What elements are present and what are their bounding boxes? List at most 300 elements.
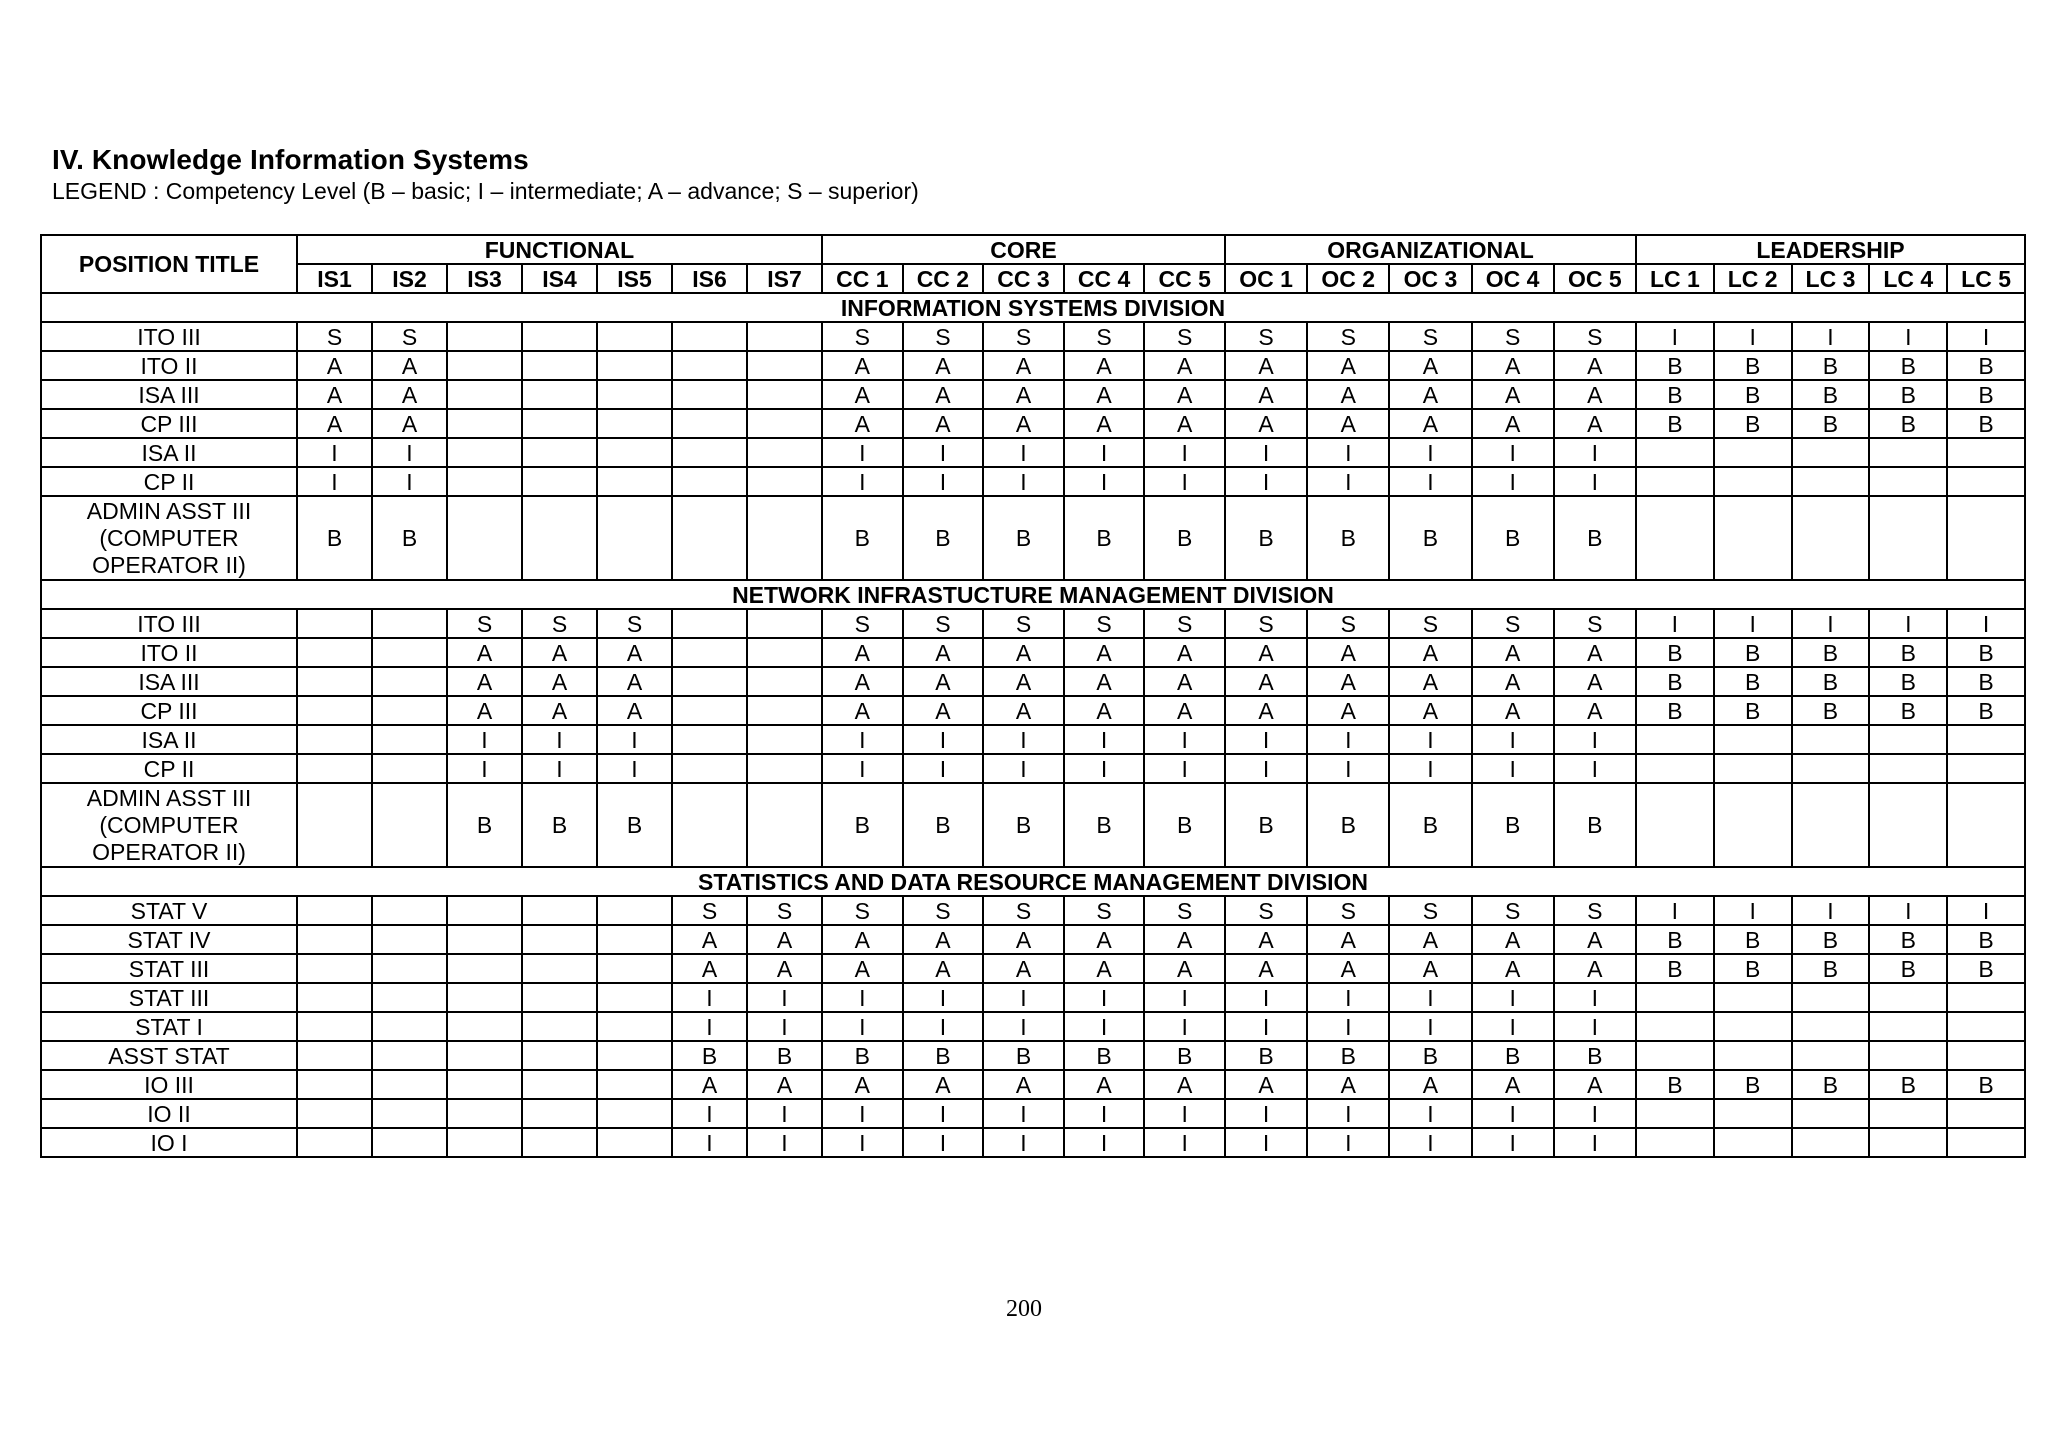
competency-cell: S (372, 322, 447, 351)
competency-cell (447, 925, 522, 954)
competency-cell: I (1389, 1099, 1471, 1128)
competency-cell: B (903, 1041, 984, 1070)
competency-cell (372, 1128, 447, 1157)
competency-cell: A (822, 696, 903, 725)
competency-cell: S (822, 322, 903, 351)
competency-cell: B (1714, 954, 1792, 983)
competency-cell (672, 438, 747, 467)
competency-cell (1636, 467, 1714, 496)
competency-cell: I (1144, 1128, 1225, 1157)
table-row (41, 1128, 2025, 1157)
competency-cell: B (1869, 925, 1947, 954)
competency-cell: B (1636, 1070, 1714, 1099)
competency-cell: A (822, 409, 903, 438)
competency-cell: I (1554, 725, 1636, 754)
competency-cell: B (1792, 954, 1870, 983)
section-row (41, 580, 2025, 609)
competency-cell: S (903, 896, 984, 925)
competency-cell: B (1064, 496, 1145, 580)
competency-cell (447, 1070, 522, 1099)
competency-cell: S (1064, 322, 1145, 351)
header-group-row (41, 235, 2025, 264)
competency-cell: I (822, 754, 903, 783)
competency-cell (672, 754, 747, 783)
competency-cell: B (1636, 696, 1714, 725)
competency-cell (1792, 754, 1870, 783)
position-title-cell: STAT IV (41, 925, 297, 954)
competency-cell (447, 896, 522, 925)
competency-cell: B (672, 1041, 747, 1070)
competency-cell: A (903, 667, 984, 696)
competency-cell: I (1472, 1128, 1554, 1157)
competency-cell: I (747, 1099, 822, 1128)
competency-cell: B (1389, 783, 1471, 867)
competency-cell: B (522, 783, 597, 867)
competency-cell: A (903, 925, 984, 954)
competency-cell: B (447, 783, 522, 867)
competency-cell: I (1554, 438, 1636, 467)
competency-cell (597, 496, 672, 580)
competency-cell: A (522, 696, 597, 725)
competency-cell: A (1389, 351, 1471, 380)
competency-cell (372, 1041, 447, 1070)
position-title-cell: IO II (41, 1099, 297, 1128)
competency-cell: I (1714, 896, 1792, 925)
competency-cell (747, 438, 822, 467)
competency-cell: S (1389, 609, 1471, 638)
competency-cell: I (1064, 754, 1145, 783)
table-row (41, 783, 2025, 867)
competency-cell: B (1225, 496, 1307, 580)
competency-cell: S (1307, 896, 1389, 925)
competency-cell (1714, 467, 1792, 496)
competency-cell: I (1947, 609, 2025, 638)
competency-cell: I (597, 754, 672, 783)
competency-cell: A (672, 954, 747, 983)
competency-cell: I (1144, 725, 1225, 754)
competency-cell: I (822, 1128, 903, 1157)
competency-cell: A (522, 638, 597, 667)
competency-cell (1636, 1012, 1714, 1041)
table-row (41, 351, 2025, 380)
competency-cell: A (1554, 1070, 1636, 1099)
competency-cell (1869, 1012, 1947, 1041)
competency-cell: A (1307, 380, 1389, 409)
competency-cell (1714, 1012, 1792, 1041)
competency-cell: I (1472, 438, 1554, 467)
competency-cell (372, 638, 447, 667)
competency-cell: A (822, 380, 903, 409)
competency-cell: A (1225, 954, 1307, 983)
competency-cell: S (447, 609, 522, 638)
competency-cell: B (1714, 638, 1792, 667)
competency-cell (297, 1012, 372, 1041)
table-row (41, 754, 2025, 783)
competency-cell: A (822, 638, 903, 667)
competency-cell: B (1225, 1041, 1307, 1070)
competency-cell (1869, 1128, 1947, 1157)
competency-cell (297, 638, 372, 667)
competency-cell (672, 409, 747, 438)
competency-cell: I (983, 1099, 1064, 1128)
competency-cell: I (1472, 725, 1554, 754)
competency-cell (297, 667, 372, 696)
competency-cell: I (1869, 896, 1947, 925)
competency-cell: B (1869, 380, 1947, 409)
competency-cell: I (1554, 1012, 1636, 1041)
competency-cell: I (1869, 609, 1947, 638)
competency-cell: S (1307, 322, 1389, 351)
competency-cell: S (1225, 896, 1307, 925)
competency-cell: A (1144, 667, 1225, 696)
competency-cell (522, 409, 597, 438)
competency-cell: A (447, 667, 522, 696)
competency-cell (447, 438, 522, 467)
competency-cell: I (1064, 1128, 1145, 1157)
competency-cell (672, 783, 747, 867)
competency-cell (1714, 754, 1792, 783)
competency-cell: A (1225, 380, 1307, 409)
table-row (41, 954, 2025, 983)
competency-cell: I (822, 1099, 903, 1128)
table-row (41, 896, 2025, 925)
position-title-cell: ITO II (41, 351, 297, 380)
competency-cell: I (1792, 609, 1870, 638)
competency-cell: A (1307, 925, 1389, 954)
competency-cell (672, 467, 747, 496)
competency-cell: I (1636, 609, 1714, 638)
competency-cell: S (903, 322, 984, 351)
competency-cell: I (1554, 983, 1636, 1012)
competency-cell: B (1714, 925, 1792, 954)
competency-cell: I (903, 725, 984, 754)
competency-cell: I (1225, 467, 1307, 496)
competency-cell (522, 380, 597, 409)
competency-cell (1947, 438, 2025, 467)
competency-cell (447, 351, 522, 380)
competency-cell: A (983, 1070, 1064, 1099)
competency-cell (1947, 496, 2025, 580)
competency-cell: S (1472, 322, 1554, 351)
competency-cell (447, 322, 522, 351)
competency-cell (297, 609, 372, 638)
competency-cell (522, 438, 597, 467)
competency-cell: B (822, 1041, 903, 1070)
position-title-cell: CP III (41, 696, 297, 725)
competency-cell (747, 409, 822, 438)
competency-cell: B (903, 496, 984, 580)
competency-cell: B (1389, 1041, 1471, 1070)
competency-cell (1792, 1041, 1870, 1070)
competency-cell (372, 925, 447, 954)
group-header-core: CORE (822, 235, 1225, 264)
competency-cell: I (1144, 1012, 1225, 1041)
column-header: OC 5 (1554, 264, 1636, 293)
competency-cell: B (1636, 667, 1714, 696)
competency-cell (1947, 983, 2025, 1012)
competency-cell: I (1472, 983, 1554, 1012)
competency-cell: I (1225, 1128, 1307, 1157)
competency-cell: B (1307, 496, 1389, 580)
competency-cell (597, 983, 672, 1012)
competency-cell: A (1389, 925, 1471, 954)
column-header: LC 5 (1947, 264, 2025, 293)
competency-cell (1869, 725, 1947, 754)
table-row (41, 380, 2025, 409)
competency-cell: B (1792, 696, 1870, 725)
competency-cell (597, 896, 672, 925)
competency-cell: S (1472, 896, 1554, 925)
column-header: CC 3 (983, 264, 1064, 293)
competency-cell (297, 725, 372, 754)
competency-cell: B (1472, 1041, 1554, 1070)
competency-cell: S (1472, 609, 1554, 638)
position-title-cell: ITO III (41, 322, 297, 351)
competency-cell (1714, 1041, 1792, 1070)
competency-cell: I (983, 983, 1064, 1012)
competency-cell: I (1472, 467, 1554, 496)
competency-cell: A (372, 351, 447, 380)
competency-cell (372, 609, 447, 638)
competency-cell: A (983, 954, 1064, 983)
competency-cell: A (522, 667, 597, 696)
competency-cell: S (1225, 322, 1307, 351)
table-row (41, 696, 2025, 725)
competency-cell: B (747, 1041, 822, 1070)
competency-cell: A (1064, 696, 1145, 725)
competency-cell: S (297, 322, 372, 351)
competency-cell (1947, 1041, 2025, 1070)
group-header-organizational: ORGANIZATIONAL (1225, 235, 1636, 264)
competency-cell (597, 351, 672, 380)
competency-cell: A (1554, 696, 1636, 725)
competency-cell (672, 667, 747, 696)
column-header: IS4 (522, 264, 597, 293)
competency-cell (672, 351, 747, 380)
competency-cell: I (297, 438, 372, 467)
competency-cell: B (1869, 696, 1947, 725)
competency-cell (1792, 438, 1870, 467)
competency-cell: I (903, 1012, 984, 1041)
competency-cell: A (983, 667, 1064, 696)
competency-cell: A (1225, 351, 1307, 380)
competency-cell: I (447, 754, 522, 783)
competency-cell: A (822, 667, 903, 696)
position-title-cell: IO I (41, 1128, 297, 1157)
competency-cell: I (1144, 1099, 1225, 1128)
competency-cell: S (1064, 896, 1145, 925)
competency-cell: S (1554, 896, 1636, 925)
competency-cell: S (1389, 322, 1471, 351)
competency-cell (297, 925, 372, 954)
competency-cell: A (672, 925, 747, 954)
competency-cell: I (1144, 754, 1225, 783)
competency-cell (372, 667, 447, 696)
competency-cell (297, 1099, 372, 1128)
position-title-cell: STAT V (41, 896, 297, 925)
competency-cell: S (522, 609, 597, 638)
competency-cell: A (1389, 380, 1471, 409)
group-header-functional: FUNCTIONAL (297, 235, 822, 264)
competency-cell: A (1144, 1070, 1225, 1099)
competency-cell: A (747, 954, 822, 983)
competency-cell: A (1472, 696, 1554, 725)
competency-cell (1714, 725, 1792, 754)
competency-cell (372, 696, 447, 725)
position-title-cell: ITO II (41, 638, 297, 667)
competency-cell: S (1144, 609, 1225, 638)
competency-cell: A (597, 667, 672, 696)
competency-cell: B (983, 496, 1064, 580)
competency-cell: I (1064, 1099, 1145, 1128)
table-row (41, 1041, 2025, 1070)
competency-cell: A (297, 380, 372, 409)
competency-cell: I (1064, 1012, 1145, 1041)
competency-cell: A (1389, 667, 1471, 696)
competency-cell (1947, 1099, 2025, 1128)
competency-cell (597, 1128, 672, 1157)
legend-text: LEGEND : Competency Level (B – basic; I – intermediate; A – advance; S – superior) (52, 178, 919, 204)
competency-cell: I (1307, 1128, 1389, 1157)
competency-cell (1947, 1128, 2025, 1157)
competency-cell: B (1714, 667, 1792, 696)
competency-cell: B (1636, 409, 1714, 438)
competency-cell: I (447, 725, 522, 754)
competency-cell: I (983, 1128, 1064, 1157)
section-row (41, 293, 2025, 322)
competency-cell: I (983, 725, 1064, 754)
competency-cell (522, 467, 597, 496)
competency-cell (1792, 467, 1870, 496)
competency-cell (372, 754, 447, 783)
competency-cell: S (747, 896, 822, 925)
competency-cell (597, 1041, 672, 1070)
competency-cell: I (297, 467, 372, 496)
competency-cell: I (822, 438, 903, 467)
competency-cell (297, 983, 372, 1012)
competency-cell (597, 322, 672, 351)
competency-cell (297, 1041, 372, 1070)
competency-cell: B (1714, 351, 1792, 380)
competency-cell: B (1792, 409, 1870, 438)
competency-cell: A (1307, 409, 1389, 438)
competency-cell: A (297, 351, 372, 380)
competency-cell: I (1307, 438, 1389, 467)
competency-cell (1869, 467, 1947, 496)
competency-cell (1869, 754, 1947, 783)
competency-cell: I (1554, 1128, 1636, 1157)
competency-cell (1714, 1099, 1792, 1128)
competency-cell: I (1636, 322, 1714, 351)
position-title-cell: CP II (41, 467, 297, 496)
competency-cell (1869, 1041, 1947, 1070)
competency-cell: B (1389, 496, 1471, 580)
competency-cell: A (1064, 409, 1145, 438)
competency-cell: A (1064, 1070, 1145, 1099)
competency-cell: A (447, 638, 522, 667)
competency-cell: B (1869, 667, 1947, 696)
competency-cell (1636, 983, 1714, 1012)
position-title-cell: ISA II (41, 725, 297, 754)
competency-cell: B (1064, 783, 1145, 867)
competency-cell: S (822, 896, 903, 925)
competency-cell: B (1064, 1041, 1145, 1070)
competency-cell (297, 896, 372, 925)
competency-cell (1636, 1099, 1714, 1128)
table-row (41, 467, 2025, 496)
competency-cell: S (822, 609, 903, 638)
competency-cell (597, 1099, 672, 1128)
competency-cell (522, 1012, 597, 1041)
competency-cell (297, 1128, 372, 1157)
competency-cell (747, 638, 822, 667)
competency-cell: I (1307, 725, 1389, 754)
competency-cell: I (1389, 467, 1471, 496)
competency-cell: B (983, 1041, 1064, 1070)
competency-cell: A (597, 696, 672, 725)
column-header: IS5 (597, 264, 672, 293)
competency-cell: A (1554, 409, 1636, 438)
competency-cell: B (1636, 925, 1714, 954)
competency-cell: S (1389, 896, 1471, 925)
competency-cell: I (983, 467, 1064, 496)
competency-cell: S (1225, 609, 1307, 638)
column-header: OC 4 (1472, 264, 1554, 293)
section-heading: STATISTICS AND DATA RESOURCE MANAGEMENT DIVISION (41, 867, 2025, 896)
competency-cell: I (747, 1128, 822, 1157)
table-row (41, 1099, 2025, 1128)
competency-cell (447, 380, 522, 409)
page-title: IV. Knowledge Information Systems (52, 144, 529, 175)
competency-cell: B (1636, 351, 1714, 380)
column-header: CC 1 (822, 264, 903, 293)
competency-cell: A (1389, 638, 1471, 667)
competency-cell: I (1064, 467, 1145, 496)
competency-cell (747, 754, 822, 783)
competency-cell: I (672, 1099, 747, 1128)
position-title-cell: ITO III (41, 609, 297, 638)
competency-cell: I (1792, 322, 1870, 351)
competency-cell (372, 1070, 447, 1099)
competency-cell: A (1225, 925, 1307, 954)
competency-cell: S (1307, 609, 1389, 638)
column-header: IS3 (447, 264, 522, 293)
competency-cell (747, 696, 822, 725)
competency-cell: B (1307, 1041, 1389, 1070)
competency-cell: I (1389, 983, 1471, 1012)
position-title-cell: ADMIN ASST III (COMPUTER OPERATOR II) (41, 496, 297, 580)
competency-cell: S (597, 609, 672, 638)
position-title-cell: ISA III (41, 667, 297, 696)
competency-cell: A (1144, 925, 1225, 954)
competency-cell (672, 696, 747, 725)
competency-cell (597, 438, 672, 467)
position-title-cell: ISA II (41, 438, 297, 467)
competency-cell (597, 925, 672, 954)
competency-cell (1792, 1099, 1870, 1128)
competency-cell (372, 896, 447, 925)
competency-cell (372, 725, 447, 754)
competency-cell: I (1225, 725, 1307, 754)
competency-cell: I (1307, 754, 1389, 783)
competency-cell: B (1947, 638, 2025, 667)
competency-cell: A (983, 696, 1064, 725)
competency-cell: B (1472, 783, 1554, 867)
competency-cell (1869, 1099, 1947, 1128)
competency-cell: A (1472, 1070, 1554, 1099)
table-row (41, 609, 2025, 638)
column-header: IS2 (372, 264, 447, 293)
